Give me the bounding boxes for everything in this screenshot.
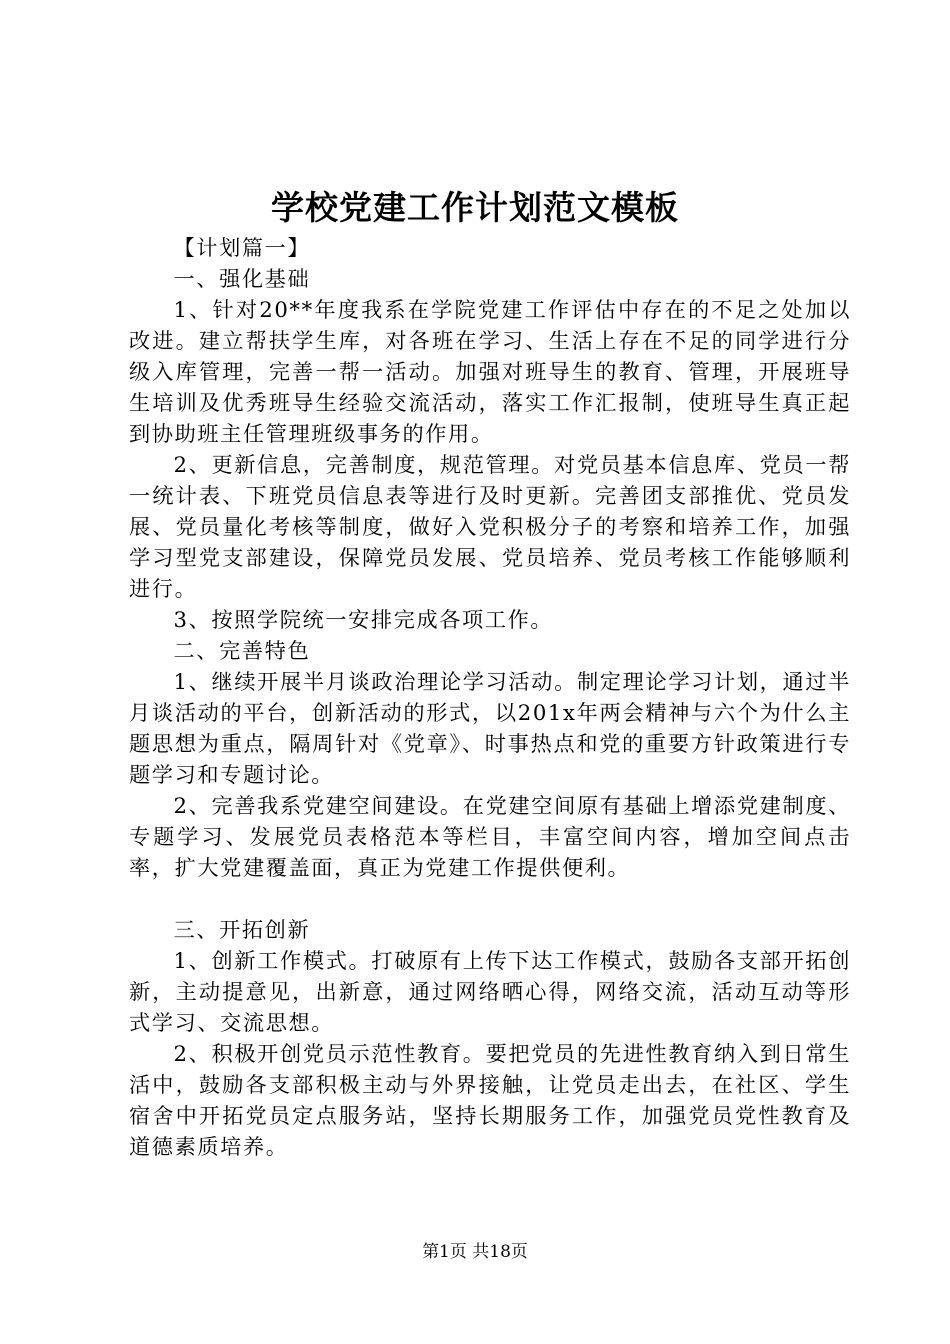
page-number-footer: 第1页 共18页: [422, 1242, 528, 1262]
section-heading: 二、完善特色: [173, 638, 311, 663]
section-heading: 一、强化基础: [173, 266, 311, 291]
paragraph: 1、创新工作模式。打破原有上传下达工作模式，鼓励各支部开拓创新，主动提意见，出新意，通过网络晒心得，网络交流，活动互动等形式学习、交流思想。: [129, 948, 851, 1035]
paragraph: 2、积极开创党员示范性教育。要把党员的先进性教育纳入到日常生活中，鼓励各支部积极主动与外界接触，让党员走出去，在社区、学生宿舍中开拓党员定点服务站，坚持长期服务工作，加强党员党性教育及道德素质培养。: [129, 1041, 851, 1159]
section-heading: 三、开拓创新: [173, 917, 311, 942]
paragraph: 2、更新信息，完善制度，规范管理。对党员基本信息库、党员一帮一统计表、下班党员信息表等进行及时更新。完善团支部推优、党员发展、党员量化考核等制度，做好入党积极分子的考察和培养工作，加强学习型党支部建设，保障党员发展、党员培养、党员考核工作能够顺利进行。: [129, 452, 851, 601]
paragraph: 2、完善我系党建空间建设。在党建空间原有基础上增添党建制度、专题学习、发展党员表格范本等栏目，丰富空间内容，增加空间点击率，扩大党建覆盖面，真正为党建工作提供便利。: [129, 793, 851, 880]
section-heading-plan-one: 【计划篇一】: [173, 235, 311, 260]
paragraph: 3、按照学院统一安排完成各项工作。: [173, 607, 554, 632]
blank-line: [129, 883, 851, 914]
document-body: [129, 232, 851, 1162]
document-title: 学校党建工作计划范文模板: [271, 188, 679, 227]
paragraph: 1、针对20**年度我系在学院党建工作评估中存在的不足之处加以改进。建立帮扶学生库，对各班在学习、生活上存在不足的同学进行分级入库管理，完善一帮一活动。加强对班导生的教育、管理，开展班导生培训及优秀班导生经验交流活动，落实工作汇报制，使班导生真正起到协助班主任管理班级事务的作用。: [129, 297, 851, 446]
paragraph: 1、继续开展半月谈政治理论学习活动。制定理论学习计划，通过半月谈活动的平台，创新活动的形式，以201x年两会精神与六个为什么主题思想为重点，隔周针对《党章》、时事热点和党的重要方针政策进行专题学习和专题讨论。: [129, 669, 851, 787]
